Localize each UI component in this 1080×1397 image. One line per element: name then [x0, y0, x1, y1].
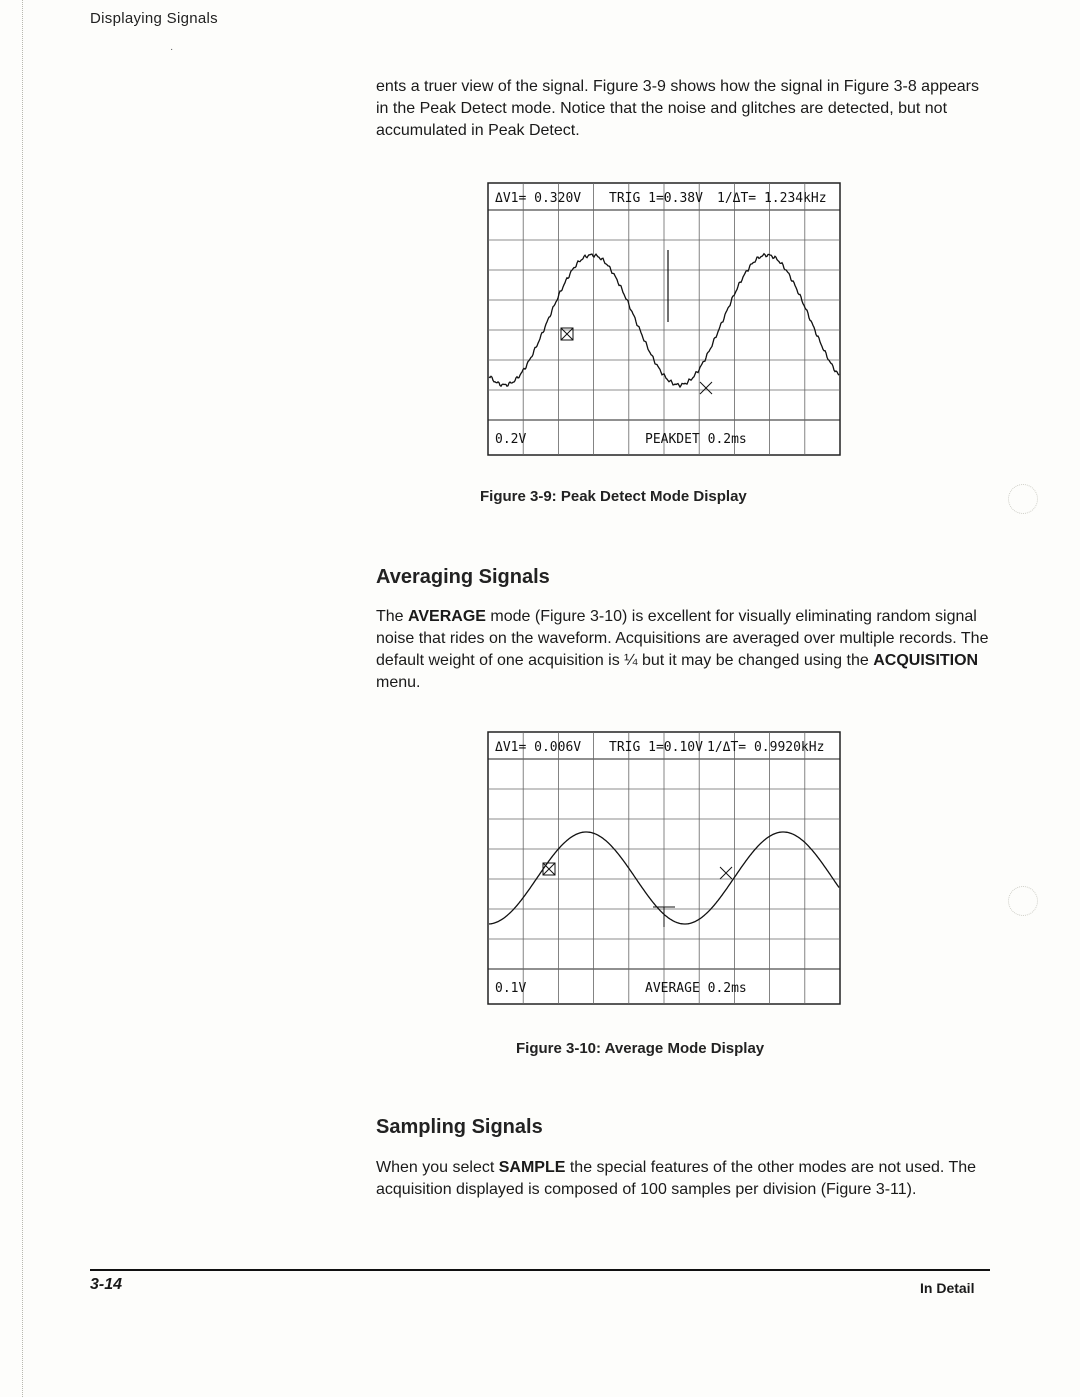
figure-3-10-caption: Figure 3-10: Average Mode Display: [516, 1040, 765, 1057]
readout-volts-per-div: 0.1V: [495, 981, 527, 996]
keyword-sample: SAMPLE: [498, 1159, 566, 1176]
readout-trigger: TRIG 1=0.38V: [609, 191, 703, 206]
page-number: 3-14: [90, 1276, 123, 1293]
chapter-name: In Detail: [920, 1280, 975, 1296]
readout-mode-timebase: AVERAGE 0.2ms: [645, 981, 747, 996]
running-head: Displaying Signals: [90, 10, 218, 27]
keyword-acquisition: ACQUISITION: [873, 652, 979, 669]
sampling-paragraph: When you select SAMPLE the special features of the other modes are not used. The acquisition displayed is composed of 100 samples per division (Figure 3-11).: [376, 1159, 977, 1198]
peak-detect-waveform-plot: [487, 182, 841, 456]
sampling-heading: Sampling Signals: [376, 1116, 543, 1138]
binder-hole: [1008, 484, 1038, 514]
readout-delta-v: ΔV1= 0.006V: [495, 740, 582, 755]
footer-rule: [90, 1269, 990, 1271]
figure-3-9-caption: Figure 3-9: Peak Detect Mode Display: [480, 488, 747, 505]
keyword-average: AVERAGE: [408, 608, 486, 625]
figure-3-10-scope-display: [487, 731, 841, 1005]
binder-hole: [1008, 886, 1038, 916]
figure-3-9-scope-display: [487, 182, 841, 456]
averaging-heading: Averaging Signals: [376, 566, 550, 588]
readout-frequency: 1/ΔT= 1.234kHz: [717, 191, 827, 206]
scan-speck: ·: [170, 44, 174, 55]
averaging-paragraph: The AVERAGE mode (Figure 3-10) is excellent for visually eliminating random signal noise that rides on the waveform. Acquisitions are averaged over multiple records. The default weight of one acquisition is ¼ but it may be changed using the ACQUISITION menu.: [376, 608, 989, 691]
readout-volts-per-div: 0.2V: [495, 432, 527, 447]
readout-trigger: TRIG 1=0.10V: [609, 740, 703, 755]
average-waveform-plot: [487, 731, 841, 1005]
readout-frequency: 1/ΔT= 0.9920kHz: [707, 740, 825, 755]
binding-edge: [22, 0, 23, 1397]
readout-delta-v: ΔV1= 0.320V: [495, 191, 582, 206]
intro-paragraph: ents a truer view of the signal. Figure 3-9 shows how the signal in Figure 3-8 appears in the Peak Detect mode. Notice that the noise and glitches are detected, but not accumulated in Peak Detect.: [376, 78, 979, 139]
readout-mode-timebase: PEAKDET 0.2ms: [645, 432, 747, 447]
